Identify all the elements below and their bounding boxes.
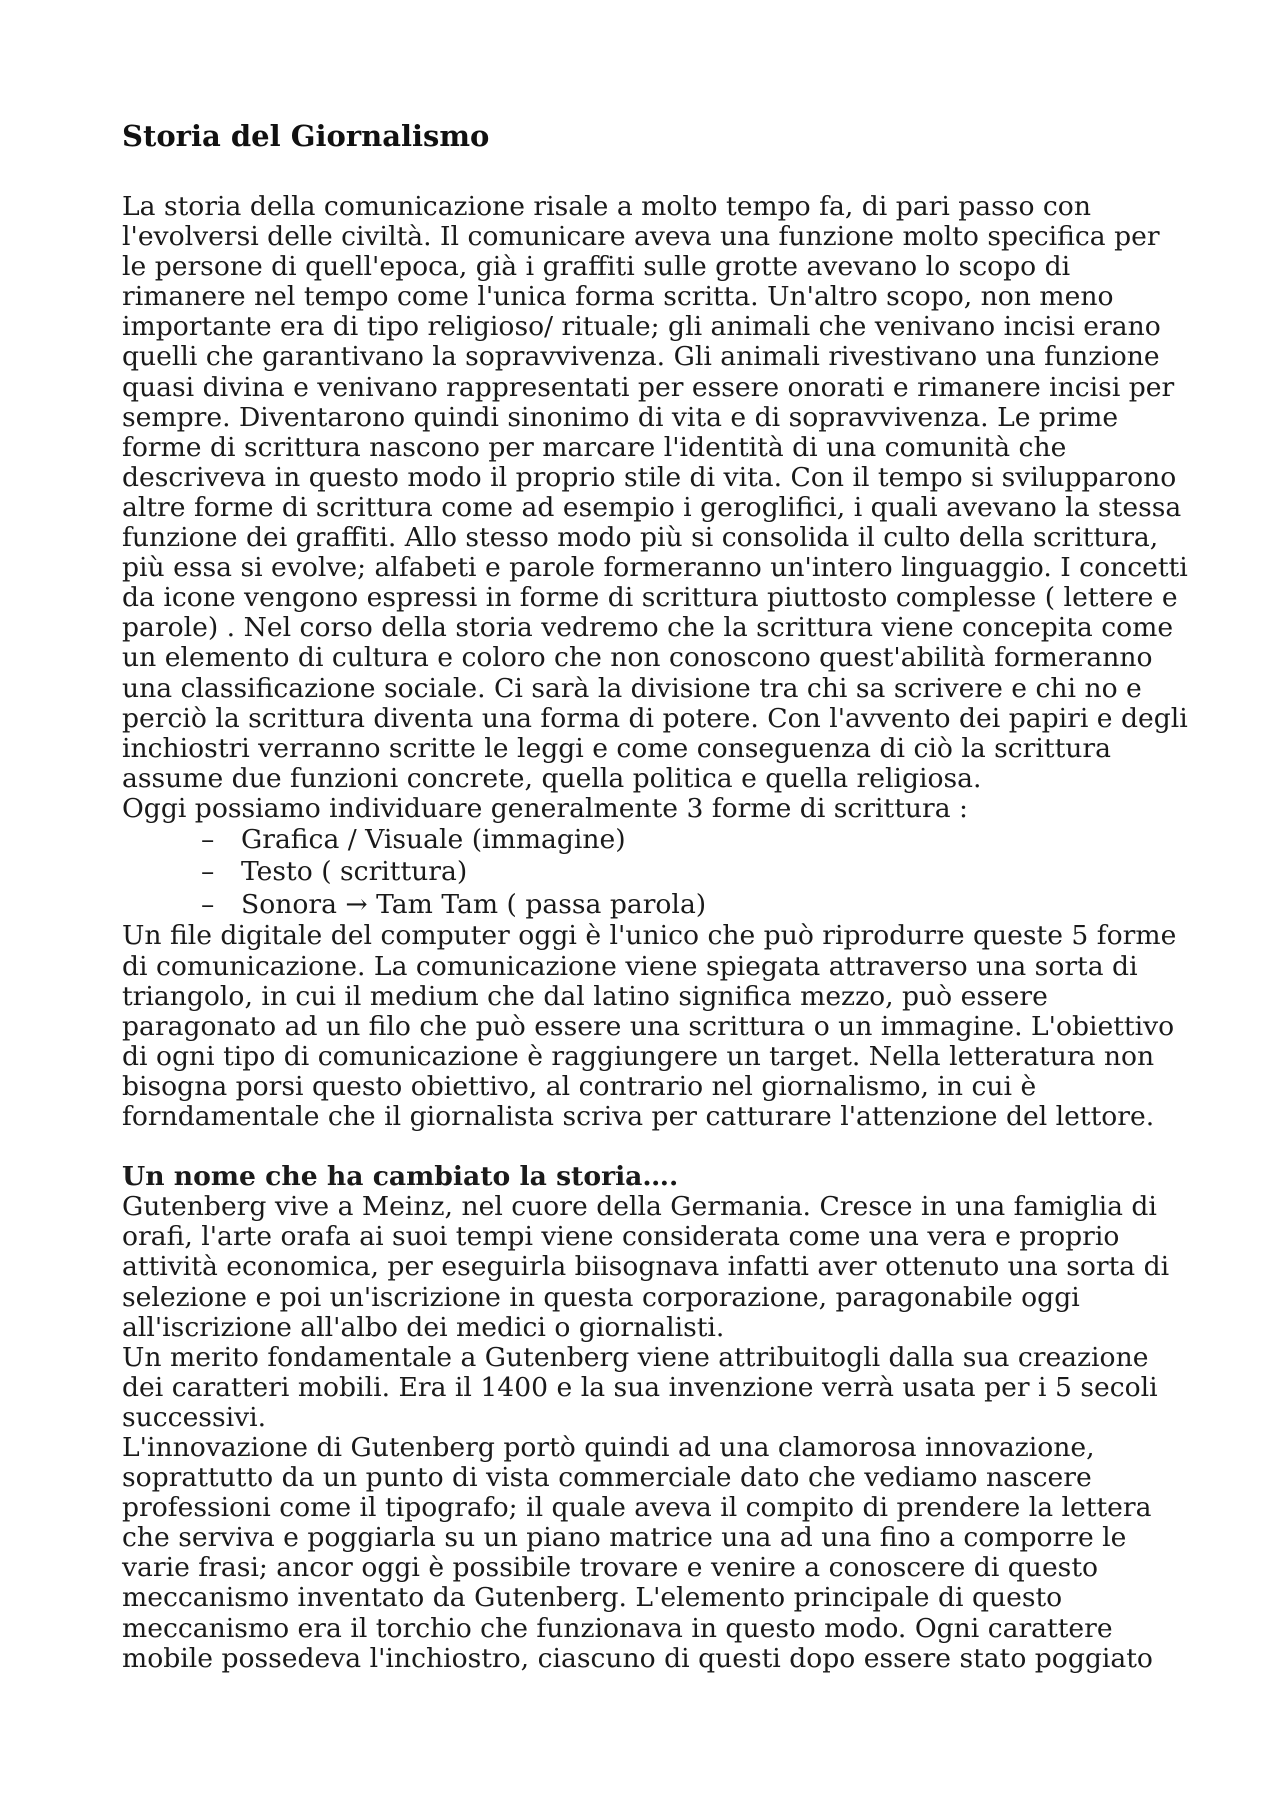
text-line: quelli che garantivano la sopravvivenza. Gli animali rivestivano una funzione: [122, 341, 1160, 373]
dash-bullet-icon: –: [201, 823, 215, 855]
text-line: selezione e poi un'iscrizione in questa corporazione, paragonabile oggi: [122, 1281, 1080, 1313]
text-line: più essa si evolve; alfabeti e parole formeranno un'intero linguaggio. I concetti: [122, 552, 1188, 584]
text-line: orafi, l'arte orafa ai suoi tempi viene considerata come una vera e proprio: [122, 1221, 1120, 1253]
text-line: L'innovazione di Gutenberg portò quindi ad una clamorosa innovazione,: [122, 1431, 1095, 1463]
text-line: triangolo, in cui il medium che dal latino significa mezzo, può essere: [122, 980, 1048, 1012]
text-line: successivi.: [122, 1401, 267, 1433]
list-item: [122, 889, 1172, 922]
text-line: descriveva in questo modo il proprio stile di vita. Con il tempo si svilupparono: [122, 461, 1177, 493]
text-line: dei caratteri mobili. Era il 1400 e la sua invenzione verrà usata per i 5 secoli: [122, 1371, 1158, 1403]
text-line: funzione dei graffiti. Allo stesso modo più si consolida il culto della scrittura,: [122, 522, 1159, 554]
text-line: perciò la scrittura diventa una forma di potere. Con l'avvento dei papiri e degli: [122, 702, 1188, 734]
text-line: meccanismo era il torchio che funzionava in questo modo. Ogni carattere: [122, 1612, 1113, 1644]
document-page: [122, 118, 1188, 1674]
text-line: forndamentale che il giornalista scriva per catturare l'attenzione del lettore.: [122, 1101, 1155, 1133]
text-line: professioni come il tipografo; il quale aveva il compito di prendere la lettera: [122, 1492, 1152, 1524]
text-line: Un merito fondamentale a Gutenberg viene attribuitogli dalla sua creazione: [122, 1341, 1149, 1373]
gutenberg-paragraph: [122, 1192, 1172, 1674]
list-item-text: Grafica / Visuale (immagine): [241, 823, 626, 855]
list-item: [122, 824, 1172, 857]
intro-paragraph: [122, 191, 1188, 824]
list-item-text: Testo ( scrittura): [241, 856, 468, 888]
text-line: paragonato ad un filo che può essere una scrittura o un immagine. L'obiettivo: [122, 1010, 1175, 1042]
text-line: mobile possedeva l'inchiostro, ciascuno di questi dopo essere stato poggiato: [122, 1642, 1153, 1674]
text-line: bisogna porsi questo obiettivo, al contrario nel giornalismo, in cui è: [122, 1070, 1037, 1102]
text-line: all'iscrizione all'albo dei medici o giornalisti.: [122, 1311, 725, 1343]
section-heading: Un nome che ha cambiato la storia….: [122, 1161, 679, 1193]
text-line: l'evolversi delle civiltà. Il comunicare aveva una funzione molto specifica per: [122, 221, 1160, 253]
text-line: quasi divina e venivano rappresentati per essere onorati e rimanere incisi per: [122, 371, 1175, 403]
dash-bullet-icon: –: [201, 888, 215, 920]
text-line: le persone di quell'epoca, già i graffiti sulle grotte avevano lo scopo di: [122, 251, 1071, 283]
text-line: assume due funzioni concrete, quella politica e quella religiosa.: [122, 762, 982, 794]
text-line: Gutenberg vive a Meinz, nel cuore della Germania. Cresce in una famiglia di: [122, 1191, 1157, 1223]
text-line: altre forme di scrittura come ad esempio i geroglifici, i quali avevano la stessa: [122, 491, 1182, 523]
text-line: attività economica, per eseguirla biisognava infatti aver ottenuto una sorta di: [122, 1251, 1170, 1283]
list-item-text: Sonora → Tam Tam ( passa parola): [241, 888, 707, 920]
text-line: Un file digitale del computer oggi è l'unico che può riprodurre queste 5 forme: [122, 920, 1177, 952]
text-line: parole) . Nel corso della storia vedremo che la scrittura viene concepita come: [122, 612, 1174, 644]
page-title: Storia del Giornalismo: [122, 119, 490, 153]
writing-forms-list: [122, 824, 1172, 922]
text-line: rimanere nel tempo come l'unica forma scritta. Un'altro scopo, non meno: [122, 281, 1114, 313]
text-line: meccanismo inventato da Gutenberg. L'elemento principale di questo: [122, 1582, 1063, 1614]
text-line: importante era di tipo religioso/ rituale; gli animali che venivano incisi erano: [122, 311, 1161, 343]
after-list-paragraph: [122, 920, 1177, 1133]
text-line: che serviva e poggiarla su un piano matrice una ad una fino a comporre le: [122, 1522, 1127, 1554]
text-line: di ogni tipo di comunicazione è raggiungere un target. Nella letteratura non: [122, 1040, 1155, 1072]
text-line: Oggi possiamo individuare generalmente 3 forme di scrittura :: [122, 792, 969, 824]
text-line: di comunicazione. La comunicazione viene spiegata attraverso una sorta di: [122, 950, 1138, 982]
text-line: un elemento di cultura e coloro che non conoscono quest'abilità formeranno: [122, 642, 1153, 674]
text-line: una classificazione sociale. Ci sarà la divisione tra chi sa scrivere e chi no e: [122, 672, 1142, 704]
list-item: [122, 856, 1172, 889]
text-line: soprattutto da un punto di vista commerciale dato che vediamo nascere: [122, 1462, 1092, 1494]
text-line: sempre. Diventarono quindi sinonimo di vita e di sopravvivenza. Le prime: [122, 401, 1119, 433]
text-line: inchiostri verranno scritte le leggi e come conseguenza di ciò la scrittura: [122, 732, 1111, 764]
text-line: La storia della comunicazione risale a molto tempo fa, di pari passo con: [122, 191, 1091, 222]
text-line: da icone vengono espressi in forme di scrittura piuttosto complesse ( lettere e: [122, 582, 1178, 614]
text-line: varie frasi; ancor oggi è possibile trovare e venire a conoscere di questo: [122, 1552, 1099, 1584]
text-line: forme di scrittura nascono per marcare l'identità di una comunità che: [122, 431, 1067, 463]
dash-bullet-icon: –: [201, 856, 215, 888]
